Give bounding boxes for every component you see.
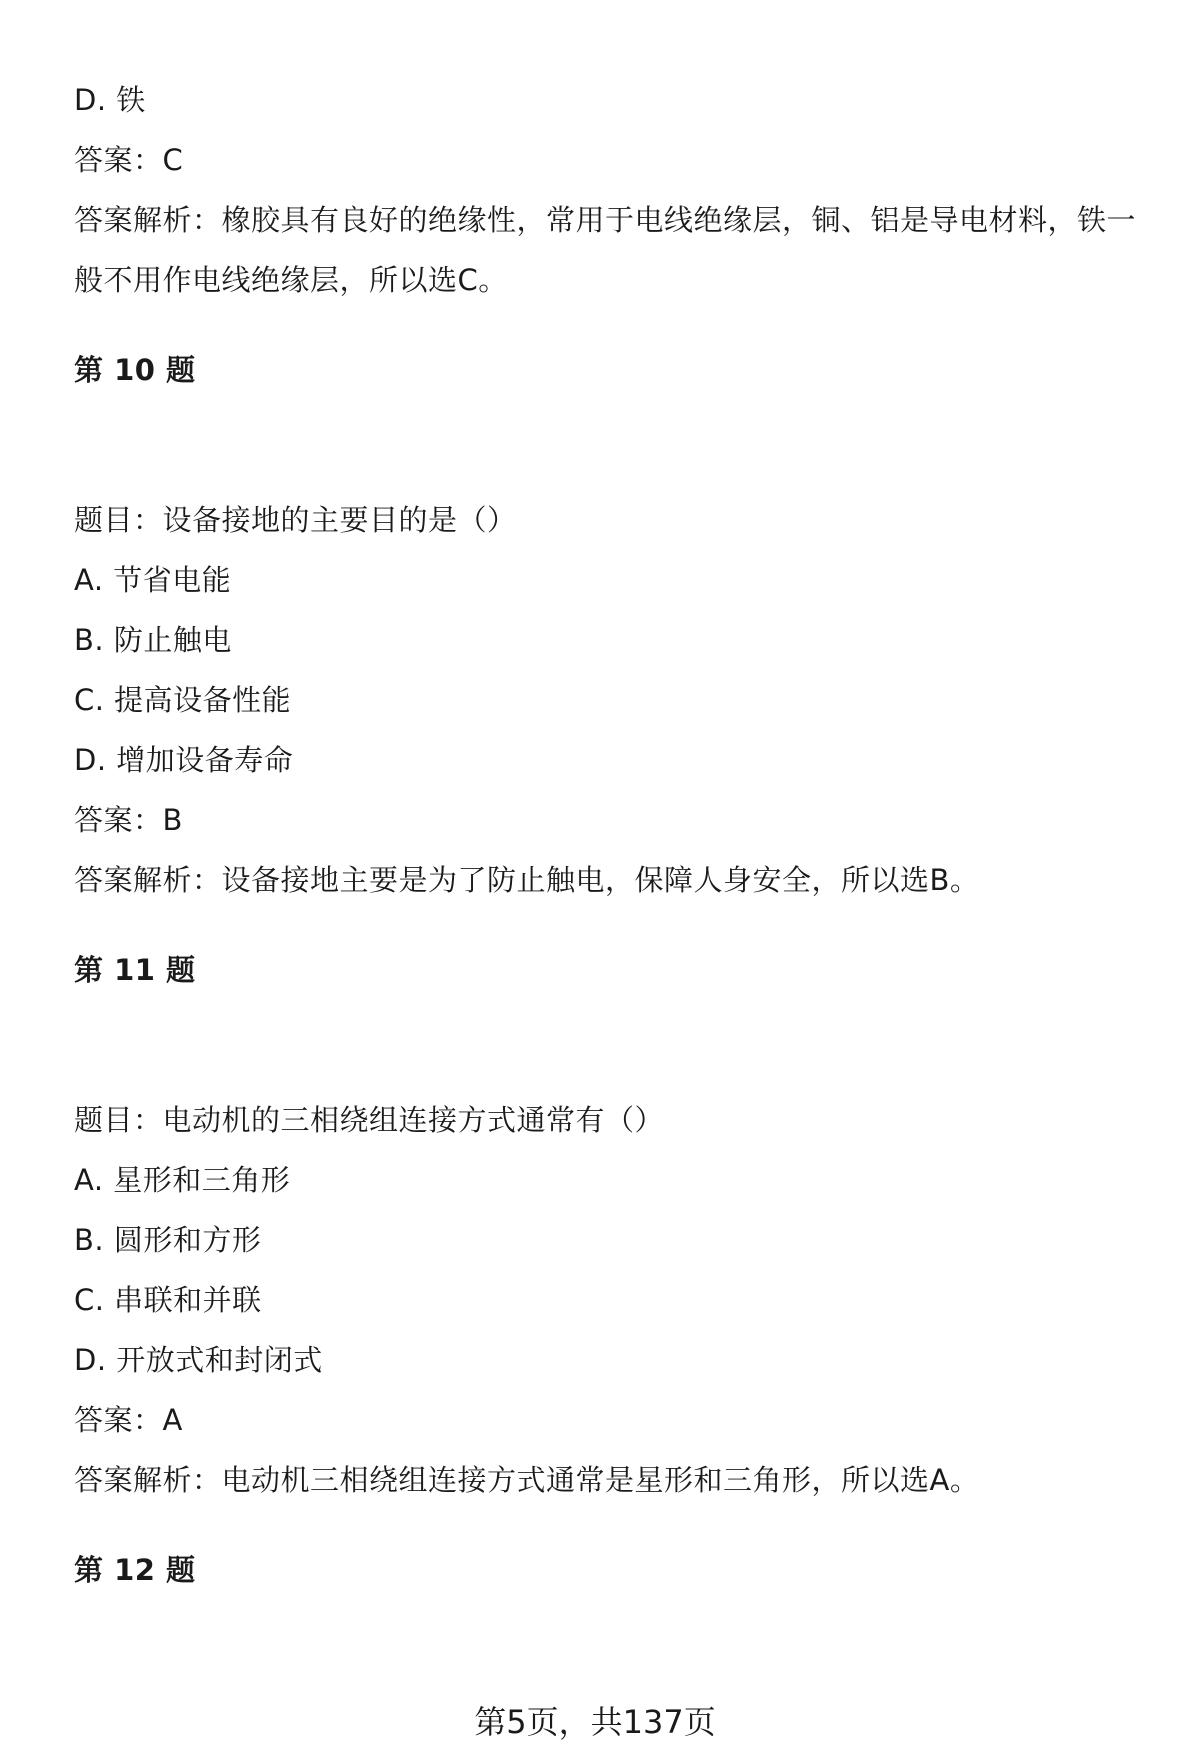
q9-explanation-line2: 般不用作电线绝缘层，所以选C。 [74,263,508,297]
q10-answer: 答案：B [74,803,183,837]
q11-explanation: 答案解析：电动机三相绕组连接方式通常是星形和三角形，所以选A。 [74,1463,980,1497]
q11-option-d: D. 开放式和封闭式 [74,1343,323,1377]
q11-heading: 第 11 题 [74,953,196,987]
q11-option-c: C. 串联和并联 [74,1283,262,1317]
q11-option-a: A. 星形和三角形 [74,1163,291,1197]
q10-option-a: A. 节省电能 [74,563,232,597]
q9-option-d: D. 铁 [74,83,146,117]
q10-heading: 第 10 题 [74,353,196,387]
q10-option-c: C. 提高设备性能 [74,683,292,717]
q9-answer: 答案：C [74,143,184,177]
q10-question: 题目：设备接地的主要目的是（） [74,503,517,537]
q11-question: 题目：电动机的三相绕组连接方式通常有（） [74,1103,665,1137]
page-indicator: 第5页，共137页 [474,1703,716,1741]
q10-option-d: D. 增加设备寿命 [74,743,294,777]
q10-option-b: B. 防止触电 [74,623,232,657]
q12-heading: 第 12 题 [74,1553,196,1587]
q11-answer: 答案：A [74,1403,183,1437]
q11-option-b: B. 圆形和方形 [74,1223,262,1257]
q9-explanation-line1: 答案解析：橡胶具有良好的绝缘性，常用于电线绝缘层，铜、铝是导电材料，铁一 [74,203,1137,237]
q10-explanation: 答案解析：设备接地主要是为了防止触电，保障人身安全，所以选B。 [74,863,980,897]
